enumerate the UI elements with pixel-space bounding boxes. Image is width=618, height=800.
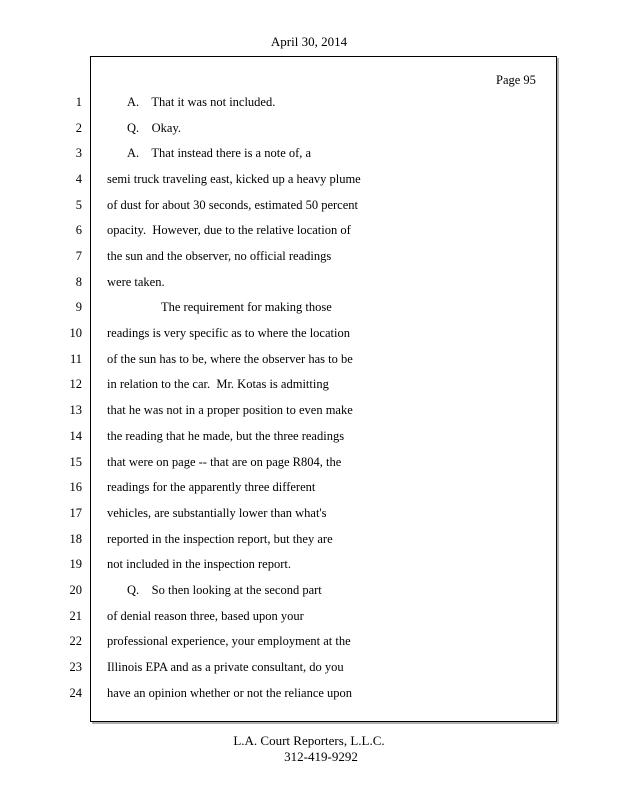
line-number: 15	[69, 455, 82, 469]
transcript-line: the sun and the observer, no official readings	[107, 249, 332, 263]
line-number: 22	[69, 634, 82, 648]
line-number: 9	[75, 300, 82, 314]
transcript-line: Q. Okay.	[127, 121, 182, 135]
line-number: 21	[69, 609, 82, 623]
transcript-line: the reading that he made, but the three readings	[107, 429, 345, 443]
line-number: 1	[75, 95, 82, 109]
transcript-line: have an opinion whether or not the reliance upon	[107, 686, 353, 700]
transcript-line: of dust for about 30 seconds, estimated 50 percent	[107, 198, 358, 212]
transcript-line: vehicles, are substantially lower than what's	[107, 506, 327, 520]
transcript-line: of denial reason three, based upon your	[107, 609, 304, 623]
transcript-line: professional experience, your employment at the	[107, 634, 351, 648]
transcript-line: opacity. However, due to the relative location of	[107, 223, 351, 237]
transcript-line: A. That it was not included.	[127, 95, 276, 109]
header-date: April 30, 2014	[270, 34, 348, 49]
line-number: 20	[69, 583, 82, 597]
line-number: 19	[69, 557, 82, 571]
line-number: 17	[69, 506, 82, 520]
transcript-line: readings is very specific as to where the location	[107, 326, 350, 340]
transcript-line: Q. So then looking at the second part	[127, 583, 322, 597]
line-number: 18	[69, 532, 82, 546]
line-number: 2	[75, 121, 82, 135]
transcript-line: readings for the apparently three different	[107, 480, 316, 494]
line-number: 7	[75, 249, 82, 263]
line-number: 24	[69, 686, 82, 700]
line-number: 13	[69, 403, 82, 417]
transcript-line: semi truck traveling east, kicked up a heavy plume	[107, 172, 361, 186]
transcript-line: that were on page -- that are on page R804, the	[107, 455, 342, 469]
footer-company: L.A. Court Reporters, L.L.C.	[233, 733, 385, 748]
line-number: 3	[75, 146, 82, 160]
line-number: 8	[75, 275, 82, 289]
transcript-line: A. That instead there is a note of, a	[127, 146, 312, 160]
line-number: 6	[75, 223, 82, 237]
transcript-line: in relation to the car. Mr. Kotas is admitting	[107, 377, 329, 391]
line-number: 16	[69, 480, 82, 494]
line-number: 11	[69, 352, 82, 366]
footer-phone: 312-419-9292	[284, 749, 358, 764]
transcript-line: reported in the inspection report, but they are	[107, 532, 333, 546]
transcript-line: that he was not in a proper position to even make	[107, 403, 353, 417]
line-number: 5	[75, 198, 82, 212]
line-number: 23	[69, 660, 82, 674]
line-number: 4	[75, 172, 82, 186]
transcript-line: of the sun has to be, where the observer has to be	[107, 352, 353, 366]
line-number: 14	[69, 429, 82, 443]
transcript-line: Illinois EPA and as a private consultant, do you	[107, 660, 344, 674]
transcript-line: were taken.	[107, 275, 165, 289]
page-number: Page 95	[496, 73, 536, 87]
line-number: 10	[69, 326, 82, 340]
transcript-line: not included in the inspection report.	[107, 557, 291, 571]
line-number: 12	[69, 377, 82, 391]
transcript-line: The requirement for making those	[161, 300, 332, 314]
